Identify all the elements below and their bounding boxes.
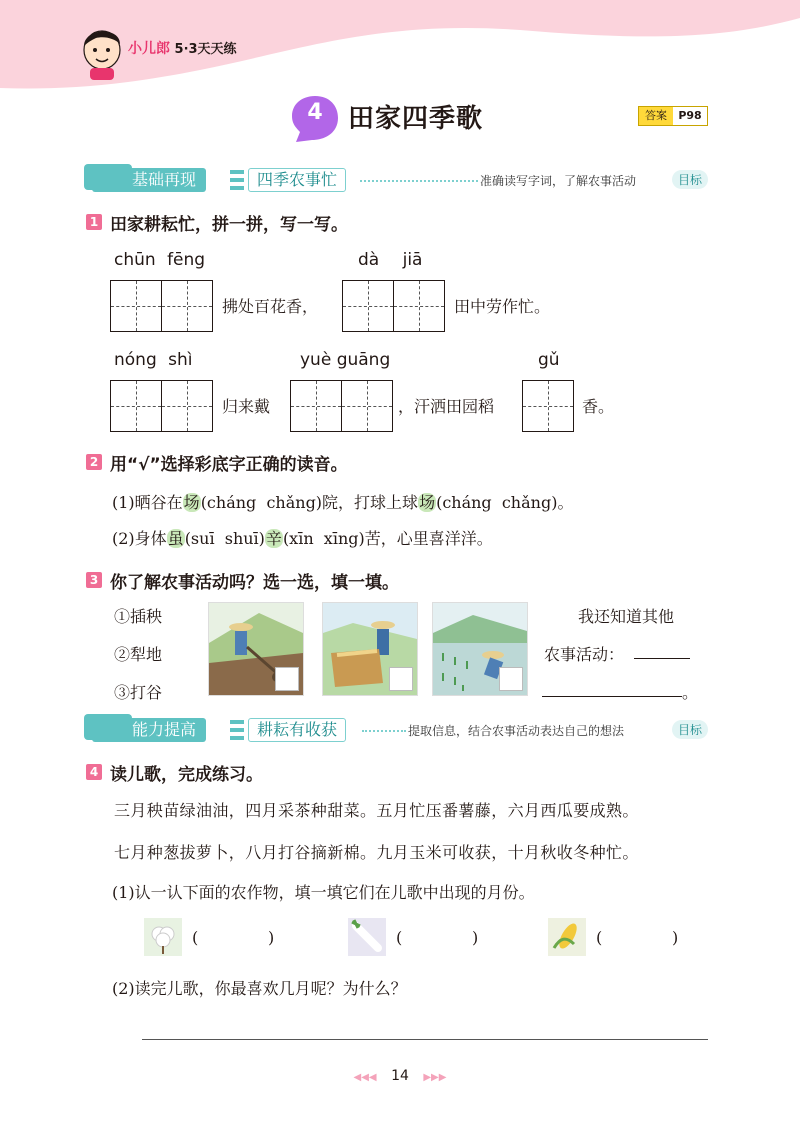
q3-option-1: ①插秧 — [114, 607, 163, 626]
q4-answer-radish[interactable] — [408, 924, 468, 948]
mascot-boy-icon — [76, 22, 128, 82]
brand-label — [128, 38, 237, 58]
q4-paren-close-3: ) — [672, 928, 679, 947]
q1-writing-box-gu[interactable] — [522, 380, 574, 432]
q3-number: 3 — [86, 572, 102, 588]
q4-paren-open-1: ( — [192, 928, 199, 947]
section2-stripes — [230, 716, 244, 742]
q2-highlight-sui: 虽 — [167, 529, 184, 548]
q3-option-2: ②犁地 — [114, 645, 163, 664]
section1-tag: 基础再现 — [92, 168, 206, 192]
page-number: 14 — [391, 1068, 409, 1084]
q4-sub2: (2)读完儿歌，你最喜欢几月呢？为什么？ — [112, 979, 407, 998]
q2-line2-options1[interactable]: (suī shuī) — [184, 529, 265, 548]
q3-answer-box-1[interactable] — [275, 667, 299, 691]
q1-writing-box-yueguang[interactable] — [290, 380, 393, 432]
q2-line2-options2[interactable]: (xīn xīng)苦，心里喜洋洋。 — [282, 529, 493, 548]
q3-answer-line-2[interactable] — [542, 696, 682, 697]
q3-picture-ploughing — [208, 602, 304, 696]
q3-option-3: ③打谷 — [114, 683, 163, 702]
q4-paren-close-2: ) — [472, 928, 479, 947]
q2-highlight-chang1: 场 — [183, 493, 200, 512]
q3-title: 你了解农事活动吗？选一选，填一填。 — [110, 573, 399, 593]
section1-stripes — [230, 166, 244, 192]
section1-divider — [360, 180, 478, 182]
q2-highlight-chang2: 场 — [419, 493, 436, 512]
q1-title: 田家耕耘忙，拼一拼，写一写。 — [110, 215, 348, 235]
q1-pinyin-dajia: dà jiā — [358, 250, 423, 270]
answer-page: P98 — [678, 109, 702, 122]
q4-sub1: (1)认一认下面的农作物，填一填它们在儿歌中出现的月份。 — [112, 883, 535, 902]
section1-subtitle: 四季农事忙 — [248, 168, 346, 192]
radish-icon — [348, 918, 386, 956]
section2-goal-badge: 目标 — [672, 720, 708, 739]
q1-text-d: ，汗洒田园稻 — [398, 397, 495, 416]
q1-text-c: 归来戴 — [222, 397, 271, 416]
q4-answer-corn[interactable] — [608, 924, 668, 948]
page-footer — [340, 1068, 460, 1084]
section1-goal-badge: 目标 — [672, 170, 708, 189]
cotton-icon — [144, 918, 182, 956]
q2-title: 用“√”选择彩底字正确的读音。 — [110, 455, 348, 475]
q3-answer-line-1[interactable] — [634, 658, 690, 659]
q3-extra-line1: 我还知道其他 — [578, 607, 675, 626]
q2-line1-pre: (1)晒谷在 — [112, 493, 183, 512]
q3-picture-transplanting — [432, 602, 528, 696]
q3-picture-threshing — [322, 602, 418, 696]
q1-pinyin-nongshi: nóng shì — [114, 350, 193, 370]
q1-pinyin-yueguang: yuè guāng — [300, 350, 391, 370]
section2-subtitle: 耕耘有收获 — [248, 718, 346, 742]
q2-number: 2 — [86, 454, 102, 470]
q2-line2-pre: (2)身体 — [112, 529, 167, 548]
q1-number: 1 — [86, 214, 102, 230]
q1-writing-box-chunfeng[interactable] — [110, 280, 213, 332]
section1-goal: 准确读写字词，了解农事活动 — [480, 174, 637, 188]
brand-series: 5·3天天练 — [174, 42, 237, 57]
q2-line2 — [112, 526, 493, 549]
q2-highlight-xin: 辛 — [265, 529, 282, 548]
lesson-number: 4 — [307, 100, 323, 125]
q2-line1-options1[interactable]: (cháng chǎng)院，打球上球 — [200, 493, 419, 512]
footer-divider — [142, 1039, 708, 1040]
q4-paren-open-2: ( — [396, 928, 403, 947]
q4-paren-close-1: ) — [268, 928, 275, 947]
brand-name: 小儿郎 — [128, 41, 170, 57]
q4-answer-cotton[interactable] — [204, 924, 264, 948]
q1-pinyin-chunfeng: chūn fēng — [114, 250, 206, 270]
q1-text-b: 田中劳作忙。 — [454, 297, 551, 316]
q1-text-a: 拂处百花香， — [222, 297, 319, 316]
left-arrows-icon: ◀◀◀ — [353, 1072, 377, 1083]
section2-goal: 提取信息，结合农事活动表达自己的想法 — [408, 724, 625, 738]
q3-extra-line2: 农事活动： — [544, 645, 625, 664]
corn-icon — [548, 918, 586, 956]
q1-writing-box-nongshi[interactable] — [110, 380, 213, 432]
q1-text-e: 香。 — [582, 397, 615, 416]
q3-extra-end: 。 — [682, 683, 699, 702]
answer-reference — [638, 106, 708, 126]
q4-poem-line1: 三月秧苗绿油油，四月采茶种甜菜。五月忙压番薯藤，六月西瓜要成熟。 — [114, 801, 639, 820]
answer-label: 答案 — [639, 107, 673, 125]
lesson-title: 田家四季歌 — [348, 104, 484, 134]
q2-line1-options2[interactable]: (cháng chǎng)。 — [436, 493, 574, 512]
q4-answer-area[interactable] — [142, 1000, 708, 1036]
section2-tag: 能力提高 — [92, 718, 206, 742]
q4-paren-open-3: ( — [596, 928, 603, 947]
q4-number: 4 — [86, 764, 102, 780]
q4-poem-line2: 七月种葱拔萝卜，八月打谷摘新棉。九月玉米可收获，十月秋收冬种忙。 — [114, 843, 639, 862]
q2-line1 — [112, 490, 573, 513]
q4-title: 读儿歌，完成练习。 — [110, 765, 263, 785]
q3-answer-box-3[interactable] — [499, 667, 523, 691]
section2-divider — [362, 730, 406, 732]
q3-answer-box-2[interactable] — [389, 667, 413, 691]
right-arrows-icon: ▶▶▶ — [423, 1072, 447, 1083]
q1-pinyin-gu: gǔ — [538, 350, 560, 370]
q1-writing-box-dajia[interactable] — [342, 280, 445, 332]
